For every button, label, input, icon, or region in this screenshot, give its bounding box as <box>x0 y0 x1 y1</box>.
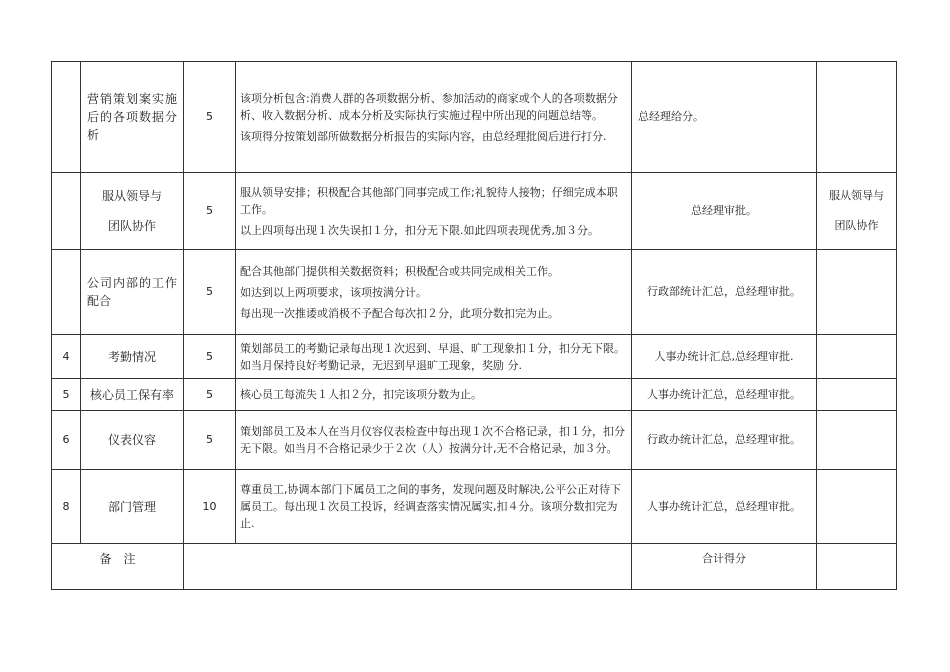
item-description <box>236 411 632 470</box>
item-points: 5 <box>184 173 236 250</box>
scoring-method: 人事办统计汇总，总经理审批。 <box>632 379 817 411</box>
total-score-value <box>817 544 897 590</box>
row-number <box>52 173 81 250</box>
evaluation-table <box>51 61 897 590</box>
table-footer-row <box>52 544 897 590</box>
item-name-line: 服从领导与 <box>101 189 162 203</box>
scoring-method: 总经理给分。 <box>632 62 817 173</box>
note-line: 服从领导与 <box>829 189 884 202</box>
description-paragraph: 策划部员工的考勤记录每出现１次迟到、早退、旷工现象扣１分，扣分无下限。如当月保持良好考勤记录，无迟到早退旷工现象，奖励 分. <box>240 341 625 372</box>
item-points: 5 <box>184 335 236 379</box>
note-cell <box>817 62 897 173</box>
description-paragraph: 以上四项每出现１次失误扣１分，扣分无下限.如此四项表现优秀,加３分。 <box>240 223 599 237</box>
table-row <box>52 62 897 173</box>
item-description <box>236 250 632 335</box>
item-description <box>236 173 632 250</box>
item-points: 5 <box>184 62 236 173</box>
table-row <box>52 379 897 411</box>
note-line: 团队协作 <box>834 219 879 232</box>
description-paragraph: 每出现一次推诿或消极不予配合每次扣２分，此项分数扣完为止。 <box>240 306 559 320</box>
note-cell <box>817 335 897 379</box>
item-name: 核心员工保有率 <box>81 379 184 411</box>
item-points: 5 <box>184 379 236 411</box>
scoring-method: 人事办统计汇总,总经理审批. <box>632 335 817 379</box>
description-paragraph: 核心员工每流失１人扣２分，扣完该项分数为止。 <box>240 388 482 401</box>
item-name <box>81 173 184 250</box>
remarks-label: 备 注 <box>52 544 184 590</box>
row-number: 5 <box>52 379 81 411</box>
item-name: 公司内部的工作配合 <box>81 250 184 335</box>
scoring-method: 人事办统计汇总，总经理审批。 <box>632 470 817 544</box>
item-name: 仪表仪容 <box>81 411 184 470</box>
table-row <box>52 470 897 544</box>
description-paragraph: 该项得分按策划部所做数据分析报告的实际内容，由总经理批阅后进行打分. <box>240 129 607 143</box>
description-paragraph: 服从领导安排；积极配合其他部门同事完成工作;礼貌待人接物；仔细完成本职工作。 <box>240 185 618 216</box>
table-row <box>52 250 897 335</box>
row-number <box>52 250 81 335</box>
description-paragraph: 该项分析包含:消费人群的各项数据分析、参加活动的商家或个人的各项数据分析、收入数据分析、成本分析及实际执行实施过程中所出现的问题总结等。 <box>240 91 618 122</box>
row-number: 8 <box>52 470 81 544</box>
item-name: 考勤情况 <box>81 335 184 379</box>
item-points: 5 <box>184 250 236 335</box>
row-number: 4 <box>52 335 81 379</box>
item-description <box>236 379 632 411</box>
scoring-method: 总经理审批。 <box>632 173 817 250</box>
description-paragraph: 尊重员工,协调本部门下属员工之间的事务，发现问题及时解决,公平公正对待下属员工。每出现１次员工投诉，经调查落实情况属实,扣４分。该项分数扣完为止. <box>240 483 621 530</box>
description-paragraph: 策划部员工及本人在当月仪容仪表检查中每出现１次不合格记录，扣１分，扣分无下限。如当月不合格记录少于２次（人）按满分计,无不合格记录，加３分。 <box>240 425 625 455</box>
item-description <box>236 470 632 544</box>
item-description <box>236 62 632 173</box>
item-points: 5 <box>184 411 236 470</box>
note-cell <box>817 250 897 335</box>
table-row <box>52 411 897 470</box>
note-cell <box>817 379 897 411</box>
item-name: 营销策划案实施后的各项数据分析 <box>81 62 184 173</box>
scoring-method: 行政部统计汇总，总经理审批。 <box>632 250 817 335</box>
item-points: 10 <box>184 470 236 544</box>
total-score-label: 合计得分 <box>632 544 817 590</box>
scoring-method: 行政办统计汇总，总经理审批。 <box>632 411 817 470</box>
item-name-line: 团队协作 <box>107 219 156 233</box>
description-paragraph: 配合其他部门提供相关数据资料；积极配合或共同完成相关工作。 <box>240 264 559 278</box>
table-row <box>52 335 897 379</box>
note-cell <box>817 411 897 470</box>
table-row <box>52 173 897 250</box>
row-number: 6 <box>52 411 81 470</box>
row-number <box>52 62 81 173</box>
note-cell <box>817 173 897 250</box>
item-description <box>236 335 632 379</box>
description-paragraph: 如达到以上两项要求，该项按满分计。 <box>240 285 427 299</box>
remarks-value <box>184 544 632 590</box>
note-cell <box>817 470 897 544</box>
item-name: 部门管理 <box>81 470 184 544</box>
